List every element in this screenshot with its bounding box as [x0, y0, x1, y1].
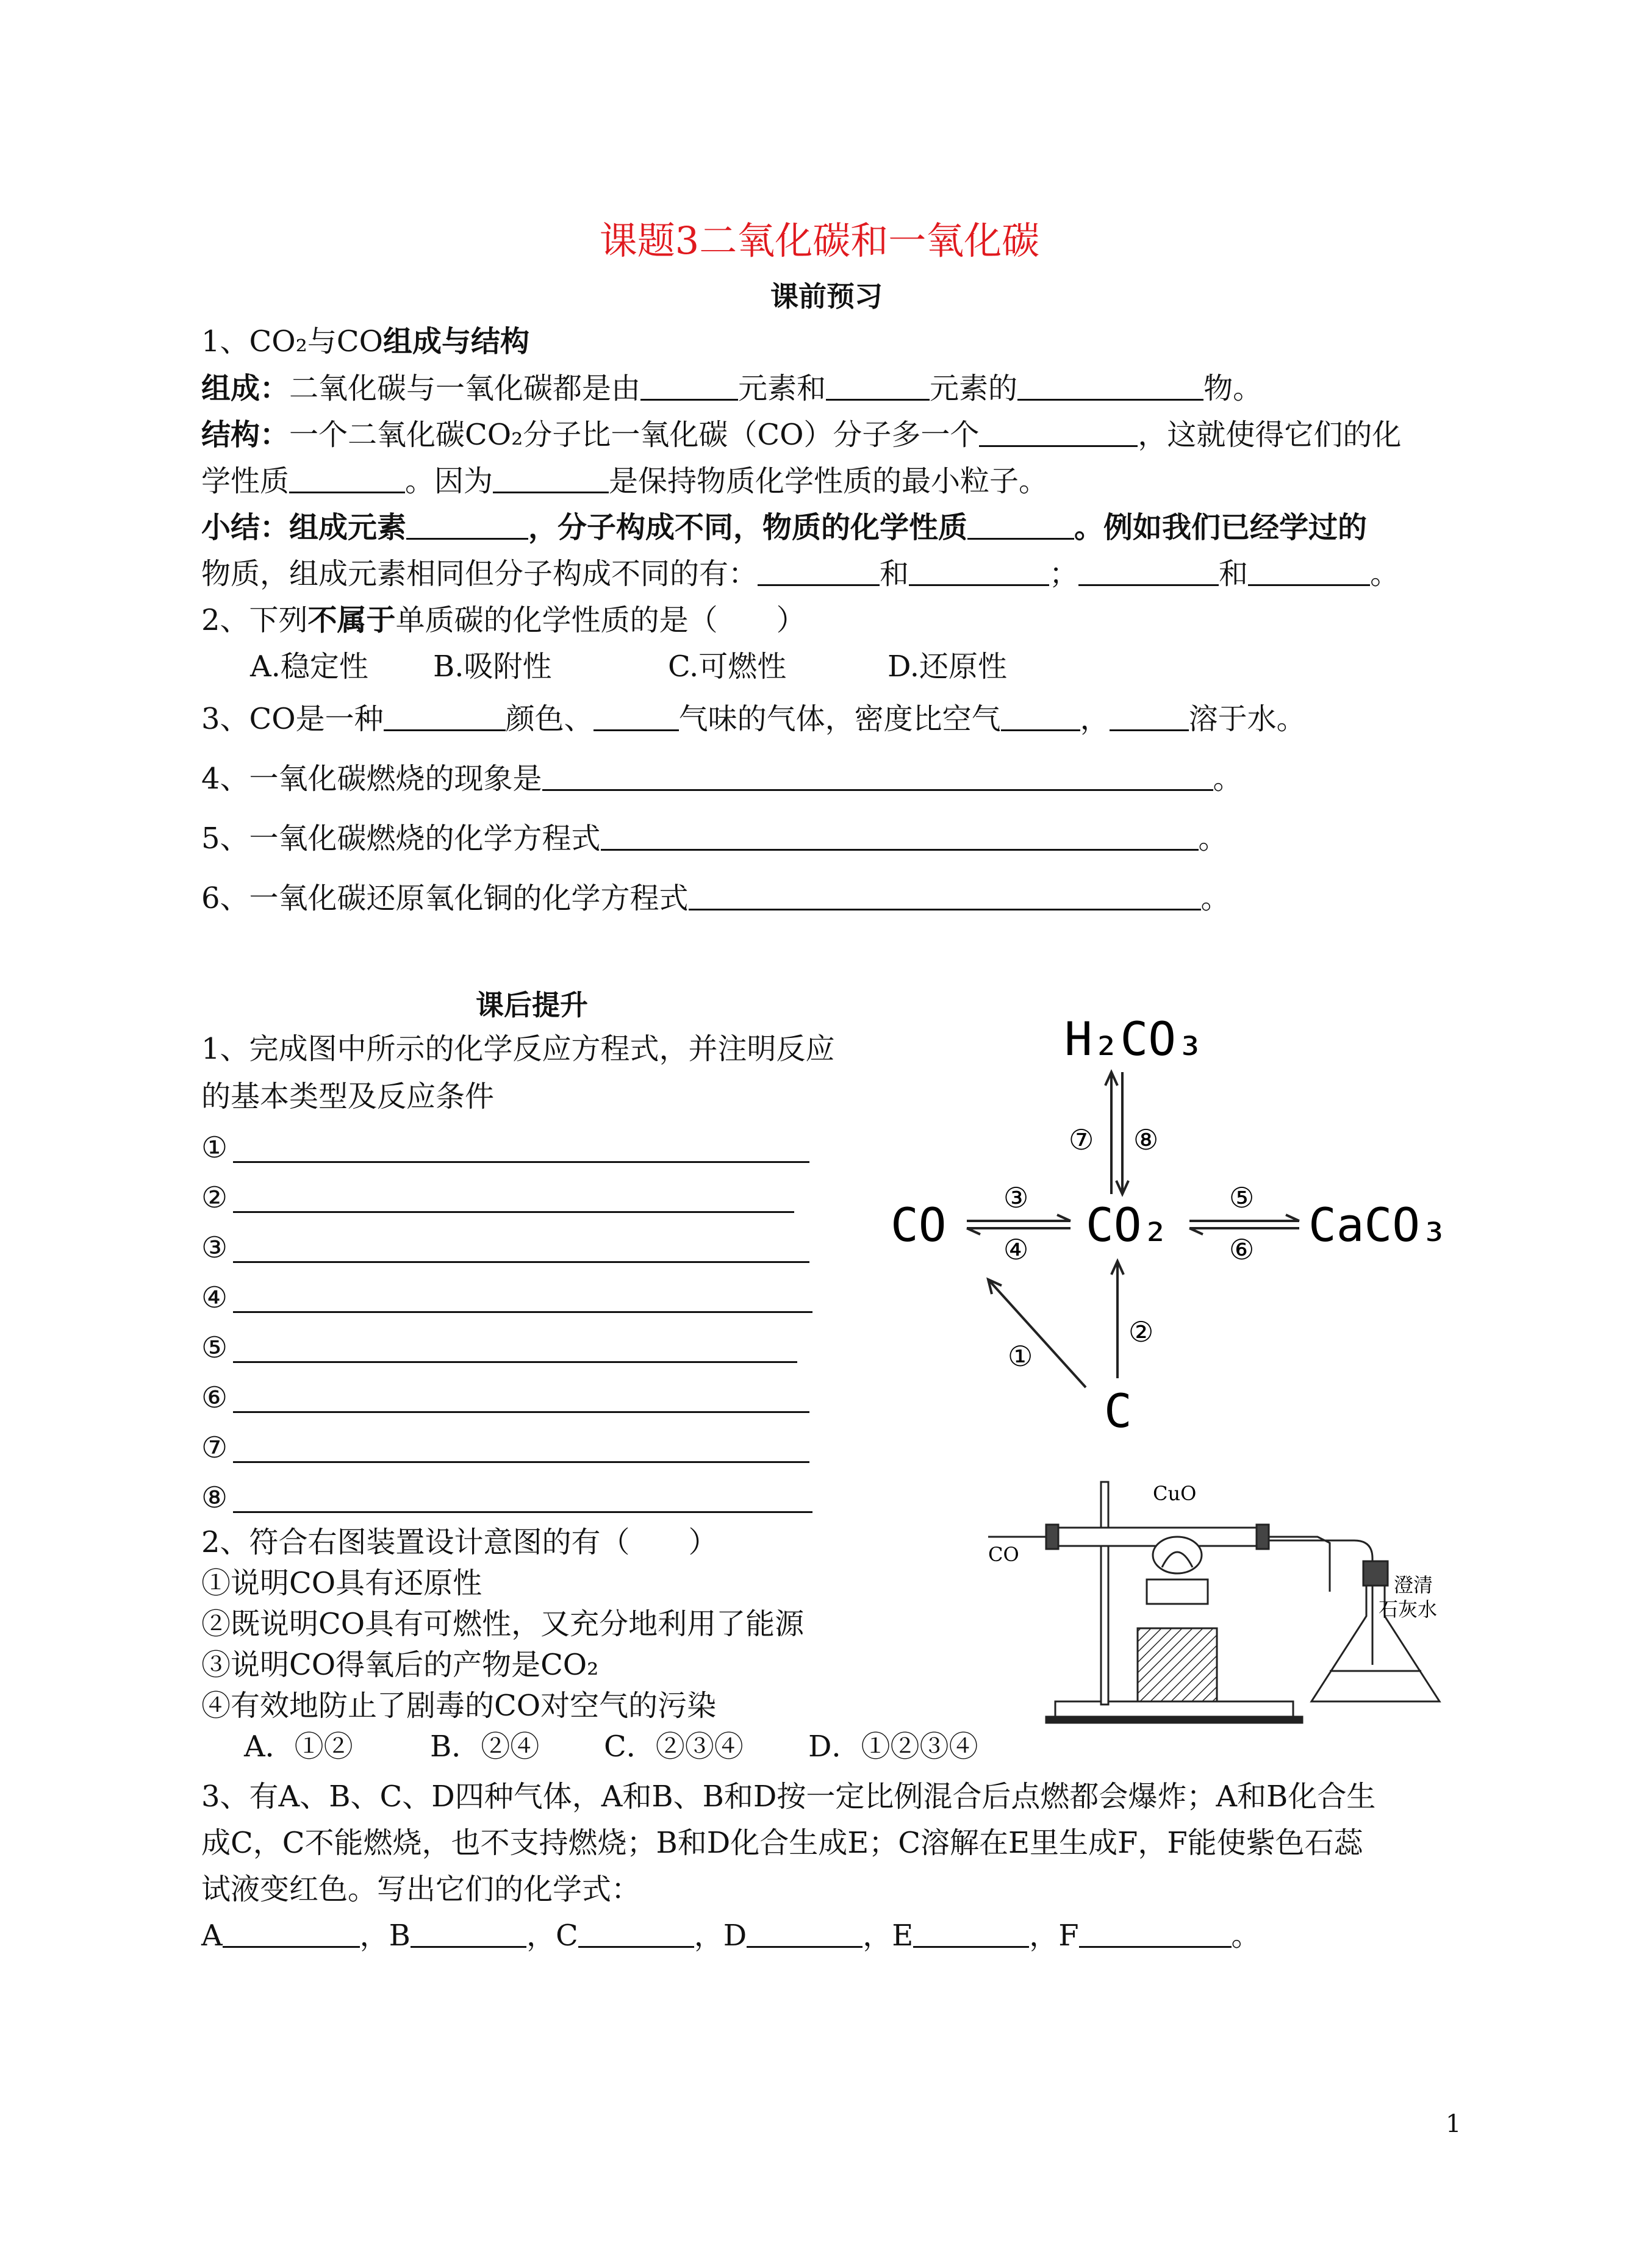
q3-text-c: 气味的气体，密度比空气 — [678, 702, 1001, 736]
page-number: 1 — [1446, 2110, 1461, 2138]
label-5: ⑤ — [1229, 1181, 1255, 1214]
answer-blank[interactable] — [826, 371, 930, 401]
structure-text-c: 学性质 — [201, 464, 290, 498]
answer-blank-b[interactable] — [411, 1918, 526, 1948]
answer-blank-e[interactable] — [913, 1918, 1029, 1948]
post-q3-answers — [201, 1917, 1261, 1954]
q5-text: 5、一氧化碳燃烧的化学方程式 — [201, 821, 601, 856]
post-q3-line-3: 试液变红色。写出它们的化学式： — [201, 1872, 641, 1906]
q4-end: 。 — [1213, 762, 1243, 796]
answer-f-label: ，F — [1029, 1919, 1079, 1953]
arrow-pair-7-8 — [1105, 1072, 1128, 1194]
answer-blank-a[interactable] — [223, 1918, 360, 1948]
answer-line-1[interactable] — [233, 1160, 809, 1163]
answer-label-6: ⑥ — [201, 1381, 228, 1415]
answer-blank[interactable] — [594, 701, 679, 731]
answer-blank[interactable] — [493, 463, 609, 493]
answer-blank[interactable] — [289, 463, 405, 493]
page-title: 课题3二氧化碳和一氧化碳 — [599, 218, 1040, 263]
reaction-diagram — [878, 1000, 1458, 1451]
answer-line-4[interactable] — [233, 1310, 812, 1313]
arrow-pair-3-4 — [967, 1215, 1071, 1234]
label-1: ① — [1008, 1340, 1033, 1373]
apparatus-co-label: CO — [988, 1543, 1019, 1566]
answer-blank[interactable] — [1017, 371, 1203, 401]
arrow-pair-5-6 — [1189, 1215, 1299, 1234]
answer-blank[interactable] — [1078, 556, 1219, 586]
summary-end: 。 — [1370, 557, 1400, 591]
apparatus-limewater-1: 澄清 — [1394, 1573, 1433, 1597]
answer-blank-c[interactable] — [578, 1918, 694, 1948]
q3-text-b: 颜色、 — [505, 702, 594, 736]
preview-q4 — [201, 760, 1243, 797]
composition-line — [201, 370, 1262, 407]
answer-label-1: ① — [201, 1131, 228, 1165]
q2-text-a: 2、下列 — [201, 603, 308, 637]
answer-label-7: ⑦ — [201, 1431, 228, 1465]
q1-label-text: 1、CO₂与CO — [201, 324, 383, 359]
structure-line-2 — [201, 463, 1048, 499]
label-8: ⑧ — [1133, 1123, 1159, 1156]
composition-lead: 组成： — [201, 371, 290, 406]
label-2: ② — [1128, 1315, 1154, 1348]
preview-q2 — [201, 602, 806, 639]
answer-d-label: ，D — [694, 1919, 747, 1953]
q1-label-bold: 组成与结构 — [382, 324, 529, 359]
answer-label-4: ④ — [201, 1281, 228, 1315]
composition-text-d: 物。 — [1203, 371, 1263, 406]
answer-line-8[interactable] — [233, 1510, 812, 1513]
composition-text-c: 元素的 — [930, 371, 1018, 406]
preview-q1-label — [201, 323, 529, 360]
answer-blank[interactable] — [758, 556, 880, 586]
summary-line-1 — [201, 509, 1367, 546]
label-3: ③ — [1003, 1181, 1029, 1214]
preview-q5 — [201, 820, 1228, 857]
label-4: ④ — [1003, 1233, 1029, 1266]
answer-line-6[interactable] — [233, 1410, 809, 1413]
node-caco3: CaCO₃ — [1308, 1198, 1448, 1252]
answer-blank[interactable] — [979, 417, 1138, 447]
summary-text-d: 物质，组成元素相同但分子构成不同的有： — [201, 557, 758, 591]
post-q3-line-1: 3、有A、B、C、D四种气体，A和B、B和D按一定比例混合后点燃都会爆炸；A和B化合生 — [201, 1780, 1376, 1814]
answer-blank[interactable] — [1248, 556, 1370, 586]
structure-line-1 — [201, 417, 1401, 453]
answer-line-3[interactable] — [233, 1260, 809, 1263]
answer-line-7[interactable] — [233, 1460, 809, 1463]
q4-text: 4、一氧化碳燃烧的现象是 — [201, 762, 542, 796]
structure-text-a: 一个二氧化碳CO₂分子比一氧化碳（CO）分子多一个 — [289, 418, 980, 452]
answer-blank[interactable] — [601, 821, 1199, 851]
node-co2: CO₂ — [1086, 1198, 1170, 1252]
post-q1-line-1: 1、完成图中所示的化学反应方程式，并注明反应 — [201, 1032, 835, 1066]
preview-q6 — [201, 880, 1230, 917]
q2-text-b: 单质碳的化学性质的是（ ） — [395, 603, 806, 637]
post-q2-option-d[interactable]: D．①②③④ — [808, 1730, 978, 1764]
section-heading-post: 课后提升 — [476, 989, 588, 1021]
q6-text: 6、一氧化碳还原氧化铜的化学方程式 — [201, 881, 689, 915]
answer-a-label: A — [201, 1919, 223, 1953]
answer-blank[interactable] — [542, 761, 1213, 791]
answer-blank[interactable] — [406, 510, 528, 540]
q3-text-d: ， — [1080, 702, 1110, 736]
apparatus-diagram — [988, 1470, 1464, 1732]
summary-line-2 — [201, 556, 1399, 592]
post-q2-statement-3: ③说明CO得氧后的产物是CO₂ — [201, 1648, 599, 1682]
answer-label-2: ② — [201, 1181, 228, 1215]
post-q2-option-b[interactable]: B．②④ — [430, 1730, 540, 1764]
summary-semi: ； — [1049, 557, 1079, 591]
post-q2-statement-1: ①说明CO具有还原性 — [201, 1566, 482, 1600]
post-q2-option-c[interactable]: C．②③④ — [604, 1730, 744, 1764]
answer-blank[interactable] — [1001, 701, 1080, 731]
q3-text-e: 溶于水。 — [1188, 702, 1306, 736]
summary-and-2: 和 — [1219, 557, 1249, 591]
node-co: CO — [891, 1198, 947, 1252]
summary-and-1: 和 — [880, 557, 909, 591]
structure-text-b: ，这就使得它们的化 — [1138, 418, 1402, 452]
q2-option-c[interactable]: C.可燃性 — [668, 649, 787, 684]
answer-blank[interactable] — [640, 371, 738, 401]
arrow-1 — [988, 1279, 1086, 1387]
answer-line-2[interactable] — [233, 1210, 794, 1213]
structure-lead: 结构： — [201, 418, 290, 452]
answer-blank-d[interactable] — [747, 1918, 863, 1948]
preview-q3 — [201, 701, 1306, 737]
q2-option-a[interactable]: A.稳定性 — [250, 649, 368, 684]
structure-text-d: 。因为 — [405, 464, 493, 498]
answer-c-label: ，C — [526, 1919, 578, 1953]
answer-line-5[interactable] — [233, 1360, 797, 1363]
answer-b-label: ，B — [359, 1919, 411, 1953]
answer-blank[interactable] — [967, 510, 1074, 540]
label-6: ⑥ — [1229, 1233, 1255, 1266]
post-q2-option-a[interactable]: A．①② — [244, 1730, 353, 1764]
section-heading-preview: 课前预习 — [770, 280, 883, 313]
answer-blank[interactable] — [689, 881, 1201, 910]
node-h2co3: H₂CO₃ — [1064, 1012, 1204, 1066]
q2-text-bold: 不属于 — [307, 603, 396, 637]
summary-text-c: 。例如我们已经学过的 — [1074, 510, 1368, 545]
summary-lead: 小结：组成元素 — [201, 510, 407, 545]
arrow-2 — [1111, 1261, 1124, 1378]
post-q3-line-2: 成C，C不能燃烧，也不支持燃烧；B和D化合生成E；C溶解在E里生成F，F能使紫色石蕊 — [201, 1826, 1363, 1860]
answer-blank[interactable] — [909, 556, 1049, 586]
post-q1-line-2: 的基本类型及反应条件 — [201, 1079, 495, 1114]
post-q2-statement-4: ④有效地防止了剧毒的CO对空气的污染 — [201, 1689, 717, 1723]
label-7: ⑦ — [1069, 1123, 1094, 1156]
structure-text-e: 是保持物质化学性质的最小粒子。 — [609, 464, 1049, 498]
apparatus-cuo-label: CuO — [1153, 1482, 1197, 1505]
q6-end: 。 — [1200, 881, 1230, 915]
answer-label-3: ③ — [201, 1231, 228, 1265]
node-c: C — [1104, 1384, 1132, 1438]
post-q2-statement-2: ②既说明CO具有可燃性，又充分地利用了能源 — [201, 1607, 805, 1641]
q3-text-a: 3、CO是一种 — [201, 702, 384, 736]
q2-option-d[interactable]: D.还原性 — [888, 649, 1008, 684]
answer-blank-f[interactable] — [1079, 1918, 1232, 1948]
answer-e-label: ，E — [863, 1919, 914, 1953]
composition-text-b: 元素和 — [738, 371, 827, 406]
summary-text-b: ，分子构成不同，物质的化学性质 — [528, 510, 968, 545]
apparatus-limewater-2: 石灰水 — [1379, 1598, 1438, 1621]
composition-text-a: 二氧化碳与一氧化碳都是由 — [289, 371, 641, 406]
q5-end: 。 — [1198, 821, 1228, 856]
post-q2-text: 2、符合右图装置设计意图的有（ ） — [201, 1525, 718, 1559]
answer-label-5: ⑤ — [201, 1331, 228, 1365]
answer-blank[interactable] — [1110, 701, 1189, 731]
answer-label-8: ⑧ — [201, 1481, 228, 1515]
answer-blank[interactable] — [384, 701, 506, 731]
q2-option-b[interactable]: B.吸附性 — [433, 649, 552, 684]
answers-end: 。 — [1231, 1919, 1261, 1953]
